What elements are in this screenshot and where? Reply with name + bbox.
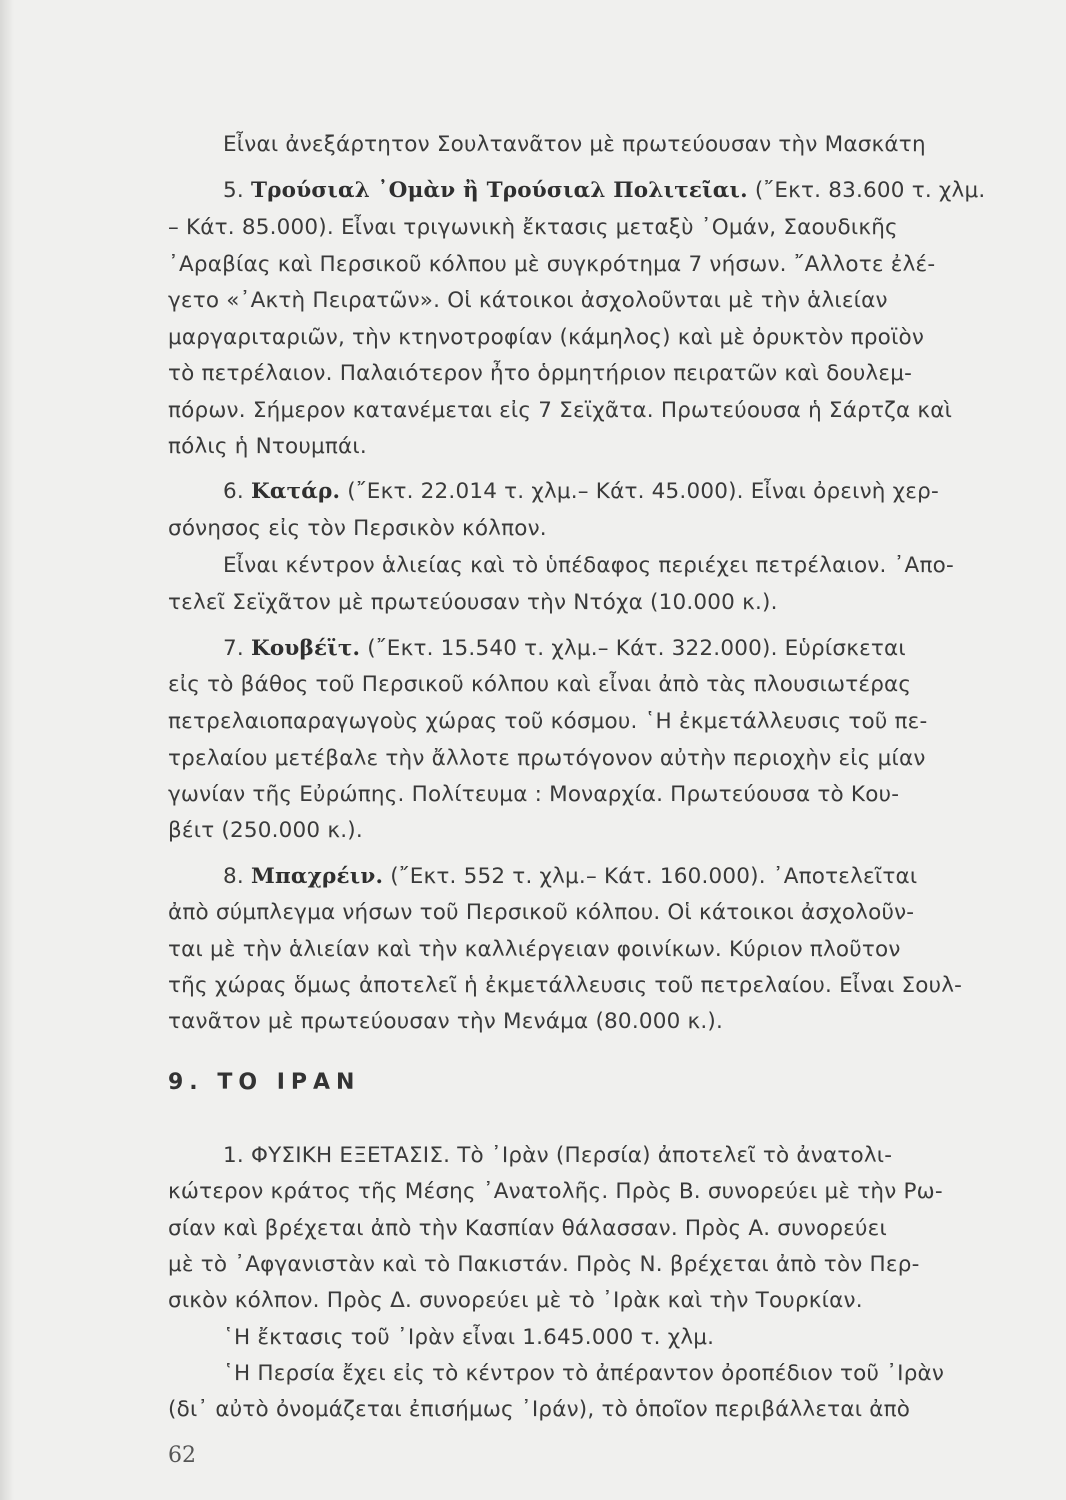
text-line: 1. ΦΥΣΙΚΗ ΕΞΕΤΑΣΙΣ. Τὸ ᾿Ιρὰν (Περσία) ἀποτελεῖ τὸ ἀνατολι- [223, 1143, 893, 1168]
text-line: τῆς χώρας ὅμως ἀποτελεῖ ἡ ἐκμετάλλευσις τοῦ πετρελαίου. Εἶναι Σουλ- [168, 973, 963, 998]
item-title: Κατάρ. [250, 479, 341, 504]
text-line: κώτερον κράτος τῆς Μέσης ᾿Ανατολῆς. Πρὸς Β. συνορεύει μὲ τὴν Ρω- [168, 1179, 943, 1204]
item-number: 5. [223, 178, 244, 203]
item-title: Μπαχρέιν. [250, 864, 384, 889]
text-line: ται μὲ τὴν ἁλιείαν καὶ τὴν καλλιέργειαν φοινίκων. Κύριον πλοῦτον [168, 937, 901, 962]
text-line: τὸ πετρέλαιον. Παλαιότερον ἦτο ὁρμητήριον πειρατῶν καὶ δουλεμ- [168, 361, 913, 386]
text-line: βέιτ (250.000 κ.). [168, 818, 363, 843]
text-line: τελεῖ Σεϊχᾶτον μὲ πρωτεύουσαν τὴν Ντόχα (10.000 κ.). [168, 590, 778, 615]
text-line: μὲ τὸ ᾿Αφγανιστὰν καὶ τὸ Πακιστάν. Πρὸς Ν. βρέχεται ἀπὸ τὸν Περ- [168, 1252, 920, 1277]
text-line: (δι᾿ αὐτὸ ὀνομάζεται ἐπισήμως ᾿Ιράν), τὸ ὁποῖον περιβάλλεται ἀπὸ [168, 1397, 911, 1422]
item-8-line [223, 862, 917, 892]
item-number: 7. [223, 636, 244, 661]
item-title: Κουβέϊτ. [250, 636, 361, 661]
text-line: μαργαριταριῶν, τὴν κτηνοτροφίαν (κάμηλος) καὶ μὲ ὀρυκτὸν προϊὸν [168, 325, 925, 350]
item-title: Τρούσιαλ ᾿Ομὰν ἢ Τρούσιαλ Πολιτεῖαι. [250, 178, 748, 203]
item-number: 6. [223, 479, 244, 504]
text-line: τανᾶτον μὲ πρωτεύουσαν τὴν Μενάμα (80.000 κ.). [168, 1009, 724, 1034]
text-line: – Κάτ. 85.000). Εἶναι τριγωνικὴ ἔκτασις μεταξὺ ᾿Ομάν, Σαουδικῆς [168, 215, 898, 240]
item-number: 8. [223, 864, 244, 889]
text-line: τρελαίου μετέβαλε τὴν ἄλλοτε πρωτόγονον αὐτὴν περιοχὴν εἰς μίαν [168, 746, 926, 771]
text-line: γετο «᾿Ακτὴ Πειρατῶν». Οἱ κάτοικοι ἀσχολοῦνται μὲ τὴν ἁλιείαν [168, 288, 888, 313]
item-stats: (῎Εκτ. 83.600 τ. χλμ. [754, 178, 986, 203]
text-line: ἀπὸ σύμπλεγμα νήσων τοῦ Περσικοῦ κόλπου. Οἱ κάτοικοι ἀσχολοῦν- [168, 900, 915, 925]
page-number: 62 [168, 1443, 196, 1468]
text-line: ᾿Αραβίας καὶ Περσικοῦ κόλπου μὲ συγκρότημα 7 νήσων. ῎Αλλοτε ἐλέ- [168, 252, 936, 277]
item-5-line [223, 176, 985, 206]
text-line: σόνησος εἰς τὸν Περσικὸν κόλπον. [168, 516, 547, 541]
item-stats: (῎Εκτ. 552 τ. χλμ.– Κάτ. 160.000). ᾿Αποτελεῖται [390, 864, 918, 889]
text-line: πόλις ἡ Ντουμπάι. [168, 434, 367, 459]
text-line: σικὸν κόλπον. Πρὸς Δ. συνορεύει μὲ τὸ ᾿Ιρὰκ καὶ τὴν Τουρκίαν. [168, 1288, 863, 1313]
text-line: γωνίαν τῆς Εὐρώπης. Πολίτευμα : Μοναρχία. Πρωτεύουσα τὸ Κου- [168, 782, 900, 807]
item-stats: (῎Εκτ. 15.540 τ. χλμ.– Κάτ. 322.000). Εὑρίσκεται [367, 636, 906, 661]
item-7-line [223, 634, 906, 664]
text-line: ῾Η ἔκτασις τοῦ ᾿Ιρὰν εἶναι 1.645.000 τ. χλμ. [223, 1325, 715, 1350]
section-heading: 9. ΤΟ ΙΡΑΝ [168, 1070, 361, 1095]
text-line: πόρων. Σήμερον κατανέμεται εἰς 7 Σεϊχᾶτα. Πρωτεύουσα ἡ Σάρτζα καὶ [168, 398, 953, 423]
item-6-line [223, 477, 939, 507]
text-line: ῾Η Περσία ἔχει εἰς τὸ κέντρον τὸ ἀπέραντον ὀροπέδιον τοῦ ᾿Ιρὰν [223, 1361, 945, 1386]
text-line: Εἶναι κέντρον ἁλιείας καὶ τὸ ὑπέδαφος περιέχει πετρέλαιον. ᾿Απο- [223, 553, 954, 578]
item-stats: (῎Εκτ. 22.014 τ. χλμ.– Κάτ. 45.000). Εἶναι ὀρεινὴ χερ- [347, 479, 939, 504]
text-line: Εἶναι ἀνεξάρτητον Σουλτανᾶτον μὲ πρωτεύουσαν τὴν Μασκάτη [223, 132, 926, 157]
text-line: πετρελαιοπαραγωγοὺς χώρας τοῦ κόσμου. ῾Η ἐκμετάλλευσις τοῦ πε- [168, 709, 928, 734]
text-line: σίαν καὶ βρέχεται ἀπὸ τὴν Κασπίαν θάλασσαν. Πρὸς Α. συνορεύει [168, 1216, 887, 1241]
page-edge-shadow [0, 0, 14, 1500]
text-line: εἰς τὸ βάθος τοῦ Περσικοῦ κόλπου καὶ εἶναι ἀπὸ τὰς πλουσιωτέρας [168, 672, 912, 697]
